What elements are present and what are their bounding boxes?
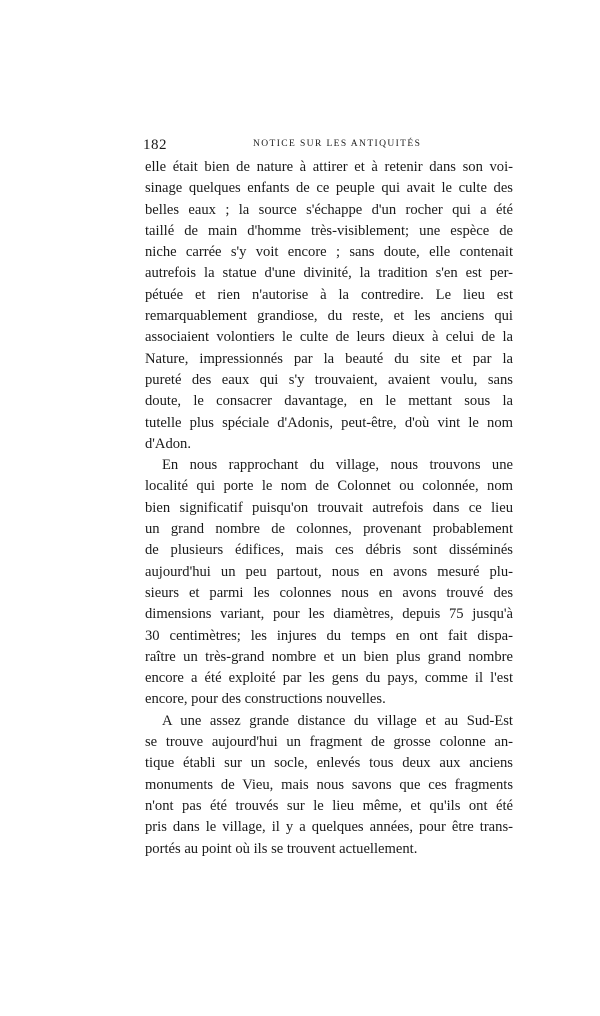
text-line: niche carrée s'y voit encore ; sans doute, elle contenait — [145, 244, 513, 261]
text-line: pureté des eaux qui s'y trouvaient, avaient voulu, sans — [145, 371, 513, 388]
text-line: doute, le consacrer davantage, en le mettant sous la — [145, 393, 513, 410]
text-line: bien significatif puisqu'on trouvait autrefois dans ce lieu — [145, 499, 513, 516]
running-title: NOTICE SUR LES ANTIQUITÉS — [253, 139, 422, 149]
text-line: associaient volontiers le culte de leurs dieux à celui de la — [145, 329, 513, 346]
text-line: Nature, impressionnés par la beauté du site et par la — [145, 350, 513, 367]
text-line: pétuée et rien n'autorise à la contredire. Le lieu est — [145, 286, 513, 303]
text-line: se trouve aujourd'hui un fragment de grosse colonne an- — [145, 734, 513, 751]
text-line: aujourd'hui un peu partout, nous en avons mesuré plu- — [145, 563, 513, 580]
text-line: tique établi sur un socle, enlevés tous deux aux anciens — [145, 755, 513, 772]
page-header — [143, 137, 514, 157]
text-line: localité qui porte le nom de Colonnet ou colonnée, nom — [145, 478, 513, 495]
text-line: d'Adon. — [145, 435, 192, 452]
text-line: belles eaux ; la source s'échappe d'un rocher qui a été — [145, 201, 513, 218]
text-line: A une assez grande distance du village et au Sud-Est — [162, 712, 513, 729]
text-line: sinage quelques enfants de ce peuple qui avait le culte des — [145, 180, 513, 197]
text-line: dimensions variant, pour les diamètres, depuis 75 jusqu'à — [145, 606, 513, 623]
text-line: En nous rapprochant du village, nous trouvons une — [162, 457, 513, 474]
paragraph — [145, 711, 513, 860]
text-line: n'ont pas été trouvés sur le lieu même, et qu'ils ont été — [145, 797, 513, 814]
text-line: pris dans le village, il y a quelques années, pour être trans- — [145, 819, 513, 836]
text-line: un grand nombre de colonnes, provenant probablement — [145, 521, 513, 538]
text-line: remarquablement grandiose, du reste, et les anciens qui — [145, 308, 513, 325]
text-line: encore, pour des constructions nouvelles. — [145, 691, 386, 708]
text-line: raître un très-grand nombre et un bien plus grand nombre — [145, 648, 513, 665]
paragraph — [145, 455, 513, 711]
text-line: 30 centimètres; les injures du temps en ont fait dispa- — [145, 627, 513, 644]
page-number: 182 — [143, 137, 167, 153]
paragraph — [145, 157, 513, 455]
text-line: elle était bien de nature à attirer et à retenir dans son voi- — [145, 159, 513, 175]
text-line: taillé de main d'homme très-visiblement; une espèce de — [145, 222, 513, 239]
text-line: portés au point où ils se trouvent actuellement. — [145, 840, 418, 857]
text-line: de plusieurs édifices, mais ces débris sont disséminés — [145, 542, 513, 559]
text-line: encore a été exploité par les gens du pays, comme il l'est — [145, 670, 513, 687]
text-line: autrefois la statue d'une divinité, la tradition s'en est per- — [145, 265, 513, 282]
body-text — [145, 157, 513, 860]
text-line: sieurs et parmi les colonnes nous en avons trouvé des — [145, 584, 513, 601]
text-line: tutelle plus spéciale d'Adonis, peut-être, d'où vint le nom — [145, 414, 513, 431]
text-line: monuments de Vieu, mais nous savons que ces fragments — [145, 776, 513, 793]
